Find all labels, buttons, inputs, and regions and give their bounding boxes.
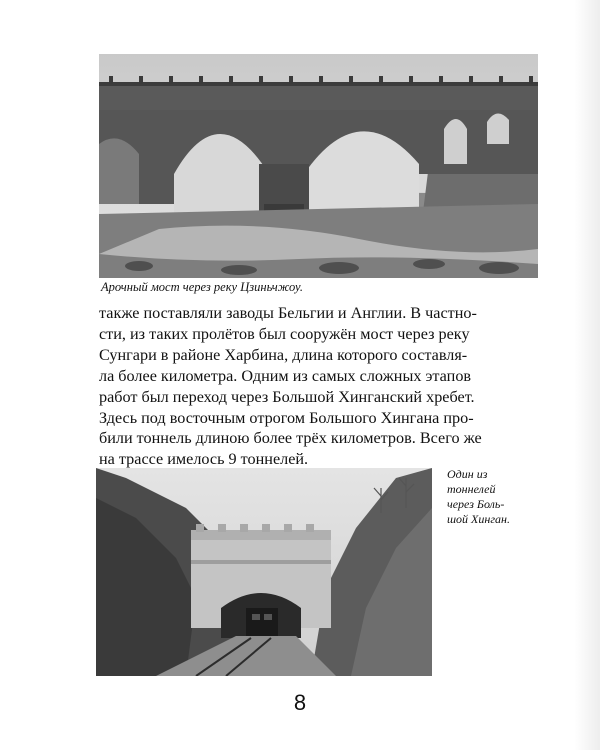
text-line: работ был переход через Большой Хинганский хребет. bbox=[99, 387, 475, 406]
bridge-caption: Арочный мост через реку Цзиньчжоу. bbox=[101, 280, 303, 294]
text-line: сти, из таких пролётов был сооружён мост через реку bbox=[99, 324, 470, 343]
bridge-photo bbox=[99, 54, 538, 278]
page-number: 8 bbox=[293, 690, 307, 715]
text-line: на трассе имелось 9 тоннелей. bbox=[99, 450, 309, 469]
caption-line: тоннелей bbox=[447, 482, 496, 496]
text-line: били тоннель длиною более трёх километров. Всего же bbox=[99, 429, 482, 448]
text-line: ла более километра. Одним из самых сложных этапов bbox=[99, 366, 472, 385]
caption-line: Один из bbox=[447, 467, 488, 481]
caption-line: через Боль- bbox=[447, 497, 505, 511]
tunnel-caption bbox=[447, 467, 547, 527]
text-line: Сунгари в районе Харбина, длина которого составля- bbox=[99, 345, 468, 364]
page-spine-shadow bbox=[574, 0, 600, 750]
tunnel-photo bbox=[96, 468, 432, 676]
tunnel-illustration bbox=[96, 468, 432, 676]
text-line: также поставляли заводы Бельгии и Англии. В частно- bbox=[99, 304, 477, 322]
body-paragraph bbox=[99, 303, 549, 470]
text-line: Здесь под восточным отрогом Большого Хингана про- bbox=[99, 408, 474, 427]
caption-line: шой Хинган. bbox=[447, 512, 510, 526]
bridge-illustration bbox=[99, 54, 538, 278]
